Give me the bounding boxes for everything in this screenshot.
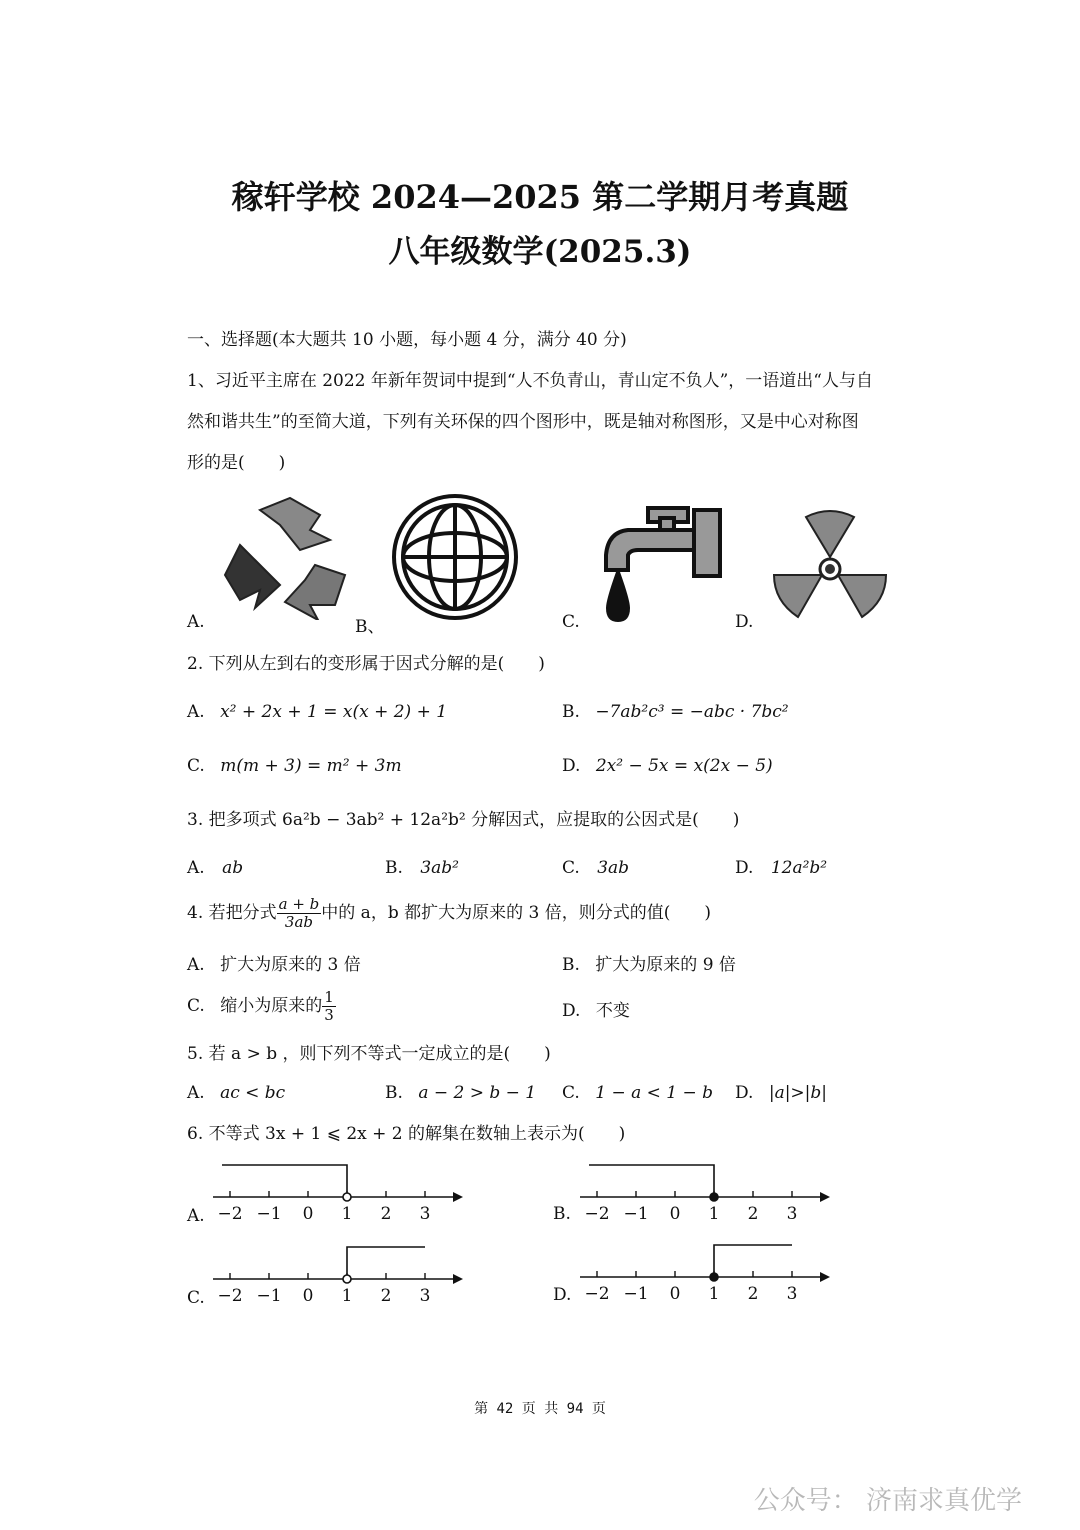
q6-option-label-c: C. <box>187 1288 205 1308</box>
exam-title: 稼轩学校 2024—2025 第二学期月考真题 <box>231 178 849 216</box>
number-line-tick-label: 1 <box>708 1284 720 1304</box>
q5-option-a-label: A. <box>187 1083 205 1103</box>
q6-option-label-a: A. <box>187 1206 205 1226</box>
q2-option-b <box>562 702 789 722</box>
q4-fraction-denominator: 3ab <box>284 913 313 931</box>
q4-option-d <box>562 996 630 1021</box>
q6-number-line-a <box>205 1155 470 1227</box>
q6-stem: 6. 不等式 3x + 1 ⩽ 2x + 2 的解集在数轴上表示为( ) <box>187 1124 626 1144</box>
q1-option-label-b: B、 <box>355 617 385 637</box>
q5-option-d-label: D. <box>735 1083 754 1103</box>
number-line-tick-label: 1 <box>341 1286 353 1306</box>
q3-option-b <box>385 858 459 878</box>
q4-option-c <box>187 986 336 1026</box>
q2-option-c <box>187 756 402 776</box>
section-heading: 一、选择题(本大题共 10 小题，每小题 4 分，满分 40 分) <box>187 330 627 350</box>
q5-option-d-text: |a|>|b| <box>768 1083 828 1103</box>
number-line-tick-label: −1 <box>256 1286 282 1306</box>
recycle-icon <box>210 490 360 620</box>
q2-option-d-label: D. <box>562 756 581 776</box>
q3-option-d <box>735 858 827 878</box>
q2-option-c-label: C. <box>187 756 205 776</box>
q4-stem-pre: 4. 若把分式 <box>187 903 277 923</box>
q5-option-c <box>562 1083 713 1103</box>
page-footer: 第 42 页 共 94 页 <box>474 1401 606 1417</box>
number-line-arrow <box>820 1272 830 1282</box>
q4-option-a-text: 扩大为原来的 3 倍 <box>220 955 361 975</box>
q2-option-a-label: A. <box>187 702 205 722</box>
number-line-tick-label: 0 <box>302 1286 314 1306</box>
q6-number-line-d <box>572 1235 837 1307</box>
number-line-tick-label: −1 <box>623 1284 649 1304</box>
q1-line2: 然和谐共生”的至简大道，下列有关环保的四个图形中，既是轴对称图形，又是中心对称图 <box>187 412 859 432</box>
q5-option-a-text: ac < bc <box>220 1083 286 1103</box>
q5-stem: 5. 若 a > b ，则下列不等式一定成立的是( ) <box>187 1044 551 1064</box>
number-line-tick-label: 3 <box>786 1284 798 1304</box>
q2-stem: 2. 下列从左到右的变形属于因式分解的是( ) <box>187 654 545 674</box>
q4-option-a-label: A. <box>187 955 205 975</box>
exam-subtitle: 八年级数学(2025.3) <box>388 234 692 270</box>
number-line-tick-label: 0 <box>669 1284 681 1304</box>
q3-option-d-text: 12a²b² <box>770 858 828 878</box>
faucet-icon <box>598 500 733 625</box>
q4-option-c-fraction <box>322 989 336 1024</box>
q4-option-a <box>187 950 361 975</box>
q3-option-a <box>187 858 243 878</box>
number-line-arrow <box>453 1274 463 1284</box>
q3-option-c-text: 3ab <box>597 858 630 878</box>
q3-option-a-text: ab <box>222 858 244 878</box>
q4-option-b-label: B. <box>562 955 580 975</box>
number-line-tick-label: 1 <box>708 1204 720 1224</box>
q3-stem: 3. 把多项式 6a²b − 3ab² + 12a²b² 分解因式，应提取的公因式是( ) <box>187 810 740 830</box>
q4-option-c-text: 缩小为原来的 <box>220 996 323 1016</box>
number-line-tick-label: 2 <box>380 1204 392 1224</box>
solution-set-bracket <box>589 1165 714 1197</box>
q4-option-d-label: D. <box>562 1001 581 1021</box>
number-line-arrow <box>453 1192 463 1202</box>
q4-fraction-numerator: a + b <box>278 895 320 913</box>
q1-option-label-d: D. <box>735 612 754 632</box>
q2-option-a-text: x² + 2x + 1 = x(x + 2) + 1 <box>220 702 448 722</box>
q3-option-b-label: B. <box>385 858 403 878</box>
open-endpoint <box>343 1193 351 1201</box>
q6-number-line-c <box>205 1237 470 1309</box>
q3-option-d-label: D. <box>735 858 754 878</box>
q5-option-c-label: C. <box>562 1083 580 1103</box>
q4-option-b <box>562 950 736 975</box>
q4-option-d-text: 不变 <box>595 1001 630 1021</box>
number-line-tick-label: −2 <box>584 1284 610 1304</box>
number-line-tick-label: −1 <box>256 1204 282 1224</box>
q1-option-label-a: A. <box>187 612 205 632</box>
q1-option-label-c: C. <box>562 612 580 632</box>
q6-number-line-b <box>572 1155 837 1227</box>
q3-option-c <box>562 858 629 878</box>
closed-endpoint <box>710 1193 718 1201</box>
q4-option-c-denominator: 3 <box>324 1006 334 1024</box>
number-line-tick-label: 0 <box>669 1204 681 1224</box>
number-line-tick-label: 2 <box>380 1286 392 1306</box>
number-line-tick-label: 1 <box>341 1204 353 1224</box>
q5-option-d <box>735 1083 827 1103</box>
q2-option-a <box>187 702 447 722</box>
solution-set-bracket <box>222 1165 347 1197</box>
number-line-tick-label: −2 <box>217 1286 243 1306</box>
number-line-tick-label: −2 <box>217 1204 243 1224</box>
q4-stem <box>187 893 711 933</box>
q4-option-c-label: C. <box>187 996 205 1016</box>
number-line-tick-label: −2 <box>584 1204 610 1224</box>
q4-fraction <box>277 896 322 931</box>
number-line-tick-label: 3 <box>419 1286 431 1306</box>
q2-option-d-text: 2x² − 5x = x(2x − 5) <box>595 756 773 776</box>
q3-option-b-text: 3ab² <box>420 858 459 878</box>
q2-option-b-text: −7ab²c³ = −abc · 7bc² <box>595 702 789 722</box>
q2-option-d <box>562 756 773 776</box>
q2-option-c-text: m(m + 3) = m² + 3m <box>220 756 402 776</box>
number-line-tick-label: 2 <box>747 1284 759 1304</box>
number-line-tick-label: 0 <box>302 1204 314 1224</box>
q3-option-c-label: C. <box>562 858 580 878</box>
q6-option-label-d: D. <box>553 1285 572 1305</box>
q5-option-b-label: B. <box>385 1083 403 1103</box>
q1-line3: 形的是( ) <box>187 453 286 473</box>
open-endpoint <box>343 1275 351 1283</box>
q5-option-b-text: a − 2 > b − 1 <box>418 1083 537 1103</box>
q5-option-c-text: 1 − a < 1 − b <box>595 1083 714 1103</box>
q4-option-b-text: 扩大为原来的 9 倍 <box>595 955 736 975</box>
number-line-tick-label: 2 <box>747 1204 759 1224</box>
q4-stem-post: 中的 a，b 都扩大为原来的 3 倍，则分式的值( ) <box>321 903 711 923</box>
globe-icon <box>390 492 520 622</box>
q3-option-a-label: A. <box>187 858 205 878</box>
radiation-icon <box>768 505 893 625</box>
q5-option-b <box>385 1083 536 1103</box>
watermark: 公众号： 济南求真优学 <box>753 1486 1022 1516</box>
number-line-tick-label: 3 <box>419 1204 431 1224</box>
q1-line1: 1、习近平主席在 2022 年新年贺词中提到“人不负青山，青山定不负人”，一语道出“人与自 <box>187 371 873 391</box>
q2-option-b-label: B. <box>562 702 580 722</box>
number-line-tick-label: −1 <box>623 1204 649 1224</box>
number-line-arrow <box>820 1192 830 1202</box>
q4-option-c-numerator: 1 <box>324 988 334 1006</box>
q5-option-a <box>187 1083 285 1103</box>
closed-endpoint <box>710 1273 718 1281</box>
number-line-tick-label: 3 <box>786 1204 798 1224</box>
q6-option-label-b: B. <box>553 1204 571 1224</box>
